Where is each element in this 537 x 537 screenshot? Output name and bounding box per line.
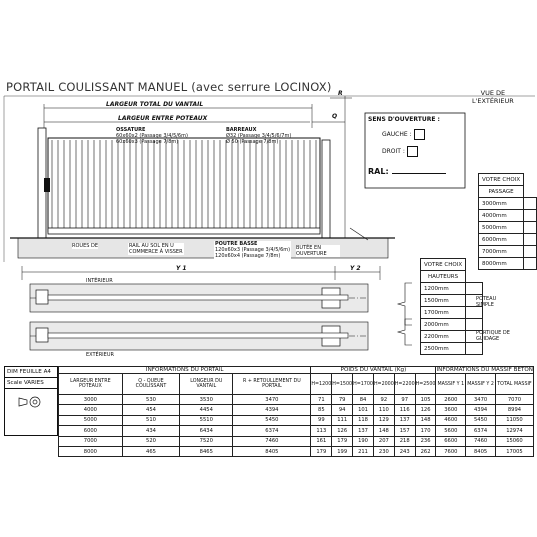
dim-vantail-label: LARGEUR TOTAL DU VANTAIL (106, 101, 204, 108)
table-cell: 137 (353, 426, 374, 436)
poutre-spec-a: 120x60x3 (Passage 3/4/5/6m) (215, 247, 291, 253)
table-row (59, 446, 534, 456)
table-cell: 218 (394, 436, 415, 446)
barreaux-spec-a: Ø32 (Passage 3/4/5/6/7m) (226, 133, 292, 139)
butee-label: BUTÉE EN OUVERTURE (296, 245, 340, 257)
hauteur-option-label: 2200mm (421, 331, 466, 343)
passage-option-checkbox[interactable] (524, 198, 537, 210)
exterieur-label: EXTÉRIEUR (86, 352, 114, 358)
ossature-label (116, 127, 188, 145)
hauteur-row (421, 331, 483, 343)
simple-label: POTEAU SIMPLE (476, 296, 497, 308)
dim-y2-label: Y 2 (350, 265, 361, 272)
table-cell: 148 (415, 415, 436, 425)
column-header: MASSIF Y 2 (466, 374, 496, 395)
passage-row (479, 234, 537, 246)
table-cell: 7520 (180, 436, 233, 446)
table-cell: 179 (311, 446, 332, 456)
passage-row (479, 258, 537, 270)
table-cell: 113 (311, 426, 332, 436)
hauteur-option-checkbox[interactable] (466, 307, 483, 319)
column-header: MASSIF Y 1 (436, 374, 466, 395)
table-cell: 4394 (233, 405, 311, 415)
group-portail-header: INFORMATIONS DU PORTAIL (59, 367, 311, 374)
hauteur-option-label: 2500mm (421, 343, 466, 355)
table-cell: 110 (373, 405, 394, 415)
table-cell: 129 (373, 415, 394, 425)
right-post (322, 140, 330, 238)
passage-choice-title: VOTRE CHOIX (479, 174, 524, 186)
table-cell: 179 (332, 436, 353, 446)
passage-row (479, 246, 537, 258)
column-header: H=2000 (373, 374, 394, 395)
table-cell: 207 (373, 436, 394, 446)
table-cell: 7600 (436, 446, 466, 456)
poutre-label (214, 241, 291, 259)
cartouche (4, 366, 58, 436)
table-cell: 105 (415, 395, 436, 405)
barreaux-title: BARREAUX (226, 127, 257, 133)
poids-header: POIDS DU VANTAIL (Kg) (311, 367, 436, 374)
table-cell: 8405 (233, 446, 311, 456)
table-cell: 148 (373, 426, 394, 436)
dim-r-label: R (338, 90, 343, 97)
table-cell: 101 (353, 405, 374, 415)
table-cell: 7000 (59, 436, 123, 446)
passage-option-label: 7000mm (479, 246, 524, 258)
gauche-checkbox[interactable] (414, 129, 425, 140)
table-cell: 5510 (180, 415, 233, 425)
table-cell: 8000 (59, 446, 123, 456)
hauteur-option-label: 1700mm (421, 307, 466, 319)
poutre-spec-b: 120x60x4 (Passage 7/8m) (215, 253, 281, 259)
table-cell: 510 (122, 415, 179, 425)
table-cell: 85 (311, 405, 332, 415)
table-cell: 84 (353, 395, 374, 405)
table-row (59, 436, 534, 446)
table-cell: 99 (311, 415, 332, 425)
table-cell: 79 (332, 395, 353, 405)
dim-y1-label: Y 1 (176, 265, 187, 272)
passage-row (479, 198, 537, 210)
table-cell: 137 (394, 415, 415, 425)
brace-guidage (398, 319, 412, 345)
table-cell: 8994 (495, 405, 533, 415)
hauteur-option-checkbox[interactable] (466, 343, 483, 355)
barreaux-label (226, 127, 291, 145)
passage-option-checkbox[interactable] (524, 222, 537, 234)
view-label-line1: VUE DE (480, 89, 506, 97)
table-cell: 530 (122, 395, 179, 405)
hauteur-choice-table (420, 258, 483, 355)
ral-row (368, 165, 446, 176)
table-cell: 4454 (180, 405, 233, 415)
hauteur-row (421, 283, 483, 295)
table-cell: 8405 (466, 446, 496, 456)
hauteur-option-checkbox[interactable] (466, 295, 483, 307)
hauteur-row (421, 319, 483, 331)
table-cell: 126 (415, 405, 436, 415)
hauteur-choice-sub: HAUTEURS (421, 271, 466, 283)
table-cell: 520 (122, 436, 179, 446)
sens-droit-label: DROIT : (382, 148, 405, 155)
plan-rail-1 (48, 295, 348, 300)
passage-option-checkbox[interactable] (524, 258, 537, 270)
column-header: H=2200 (394, 374, 415, 395)
table-cell: 4600 (436, 415, 466, 425)
table-cell: 5450 (466, 415, 496, 425)
plan-post-left-2 (36, 328, 48, 342)
table-cell: 11050 (495, 415, 533, 425)
table-cell: 190 (353, 436, 374, 446)
ral-input-line[interactable] (392, 165, 446, 174)
interieur-label: INTÉRIEUR (86, 278, 113, 284)
barreaux-spec-b: Ø 50 (Passage 7/8m) (226, 139, 279, 145)
column-header: R + RETOULLEMENT DU PORTAIL (233, 374, 311, 395)
column-header: H=1500 (332, 374, 353, 395)
passage-option-checkbox[interactable] (524, 246, 537, 258)
sens-title: SENS D'OUVERTURE : (368, 116, 440, 123)
sens-panel (368, 116, 446, 176)
table-cell: 465 (122, 446, 179, 456)
table-cell: 3530 (180, 395, 233, 405)
table-cell: 111 (332, 415, 353, 425)
column-header: H=1700 (353, 374, 374, 395)
hauteur-option-checkbox[interactable] (466, 319, 483, 331)
table-cell: 199 (332, 446, 353, 456)
table-cell: 236 (415, 436, 436, 446)
table-cell: 3600 (436, 405, 466, 415)
table-cell: 3000 (59, 395, 123, 405)
passage-option-label: 5000mm (479, 222, 524, 234)
passage-choice-sub: PASSAGE (479, 186, 524, 198)
guidage-label: PORTIQUE DE GUIDAGE (476, 330, 510, 342)
table-cell: 4000 (59, 405, 123, 415)
column-header: H=1200 (311, 374, 332, 395)
table-cell: 3470 (233, 395, 311, 405)
passage-option-checkbox[interactable] (524, 234, 537, 246)
sens-droit-row (382, 146, 446, 157)
table-cell: 170 (415, 426, 436, 436)
hauteur-row (421, 295, 483, 307)
bottom-beam (48, 228, 320, 234)
passage-row (479, 222, 537, 234)
table-cell: 161 (311, 436, 332, 446)
table-cell: 6600 (436, 436, 466, 446)
hauteur-row (421, 343, 483, 355)
gate-bars (52, 140, 316, 228)
ossature-title: OSSATURE (116, 127, 146, 133)
hauteur-option-label: 2000mm (421, 319, 466, 331)
info-table (58, 366, 534, 457)
table-cell: 116 (394, 405, 415, 415)
hauteur-option-checkbox[interactable] (466, 331, 483, 343)
ossature-spec-a: 60x60x2 (Passage 3/4/5/6m) (116, 133, 188, 139)
table-cell: 230 (373, 446, 394, 456)
passage-row (479, 210, 537, 222)
table-cell: 6374 (466, 426, 496, 436)
passage-option-label: 3000mm (479, 198, 524, 210)
table-cell: 71 (311, 395, 332, 405)
table-cell: 157 (394, 426, 415, 436)
format-label: DIM FEUILLE A4 (5, 367, 57, 378)
plan-post-left-1 (36, 290, 48, 304)
table-cell: 94 (332, 405, 353, 415)
table-cell: 5000 (59, 415, 123, 425)
table-cell: 7460 (466, 436, 496, 446)
table-cell: 6374 (233, 426, 311, 436)
table-cell: 4394 (466, 405, 496, 415)
passage-option-label: 4000mm (479, 210, 524, 222)
projection-icon (5, 389, 57, 411)
table-cell: 7070 (495, 395, 533, 405)
column-header: LONGEUR DU VANTAIL (180, 374, 233, 395)
table-cell: 7460 (233, 436, 311, 446)
table-cell: 6000 (59, 426, 123, 436)
table-cell: 454 (122, 405, 179, 415)
column-header: H=2500 (415, 374, 436, 395)
column-header: LARGEUR ENTRE POTEAUX (59, 374, 123, 395)
rail-label (128, 243, 184, 255)
droit-checkbox[interactable] (407, 146, 418, 157)
table-cell: 118 (353, 415, 374, 425)
table-cell: 262 (415, 446, 436, 456)
table-cell: 5600 (436, 426, 466, 436)
dim-poteaux-label: LARGEUR ENTRE POTEAUX (118, 115, 208, 122)
table-cell: 92 (373, 395, 394, 405)
table-row (59, 415, 534, 425)
rail-sub: COMMERCE À VISSER (129, 249, 183, 255)
table-cell: 17005 (495, 446, 533, 456)
hauteur-option-checkbox[interactable] (466, 283, 483, 295)
column-header: Q - QUEUE COULISSANT (122, 374, 179, 395)
passage-option-label: 6000mm (479, 234, 524, 246)
drawing-title: PORTAIL COULISSANT MANUEL (avec serrure LOCINOX) (6, 80, 332, 94)
column-header: TOTAL MASSIF (495, 374, 533, 395)
poutre-title: POUTRE BASSE (215, 241, 258, 247)
lock-icon (44, 178, 50, 192)
scale-label: Scale VARIES (5, 378, 57, 389)
table-cell: 211 (353, 446, 374, 456)
table-cell: 3470 (466, 395, 496, 405)
table-row (59, 395, 534, 405)
table-row (59, 426, 534, 436)
view-label-line2: L'EXTÉRIEUR (472, 97, 514, 105)
table-cell: 434 (122, 426, 179, 436)
hauteur-option-label: 1200mm (421, 283, 466, 295)
table-cell: 2600 (436, 395, 466, 405)
table-cell: 12974 (495, 426, 533, 436)
table-cell: 15060 (495, 436, 533, 446)
plan-rail-2 (48, 333, 348, 338)
roues-label: ROUES DE (72, 243, 99, 249)
group-massif-header: INFORMATIONS DU MASSIF BETON (436, 367, 533, 373)
passage-option-checkbox[interactable] (524, 210, 537, 222)
table-cell: 126 (332, 426, 353, 436)
hauteur-option-label: 1500mm (421, 295, 466, 307)
table-cell: 8465 (180, 446, 233, 456)
table-cell: 6434 (180, 426, 233, 436)
hauteur-row (421, 307, 483, 319)
table-cell: 97 (394, 395, 415, 405)
ossature-spec-b: 60x60x3 (Passage 7/8m) (116, 139, 179, 145)
ral-label: RAL: (368, 167, 389, 176)
sens-gauche-label: GAUCHE : (382, 131, 412, 138)
dim-q-label: Q (332, 113, 338, 120)
table-row (59, 405, 534, 415)
passage-choice-table (478, 173, 537, 270)
rail-title: RAIL AU SOL EN U (129, 243, 174, 249)
table-cell: 5450 (233, 415, 311, 425)
sens-gauche-row (382, 129, 446, 140)
passage-option-label: 8000mm (479, 258, 524, 270)
hauteur-choice-title: VOTRE CHOIX (421, 259, 466, 271)
table-cell: 243 (394, 446, 415, 456)
